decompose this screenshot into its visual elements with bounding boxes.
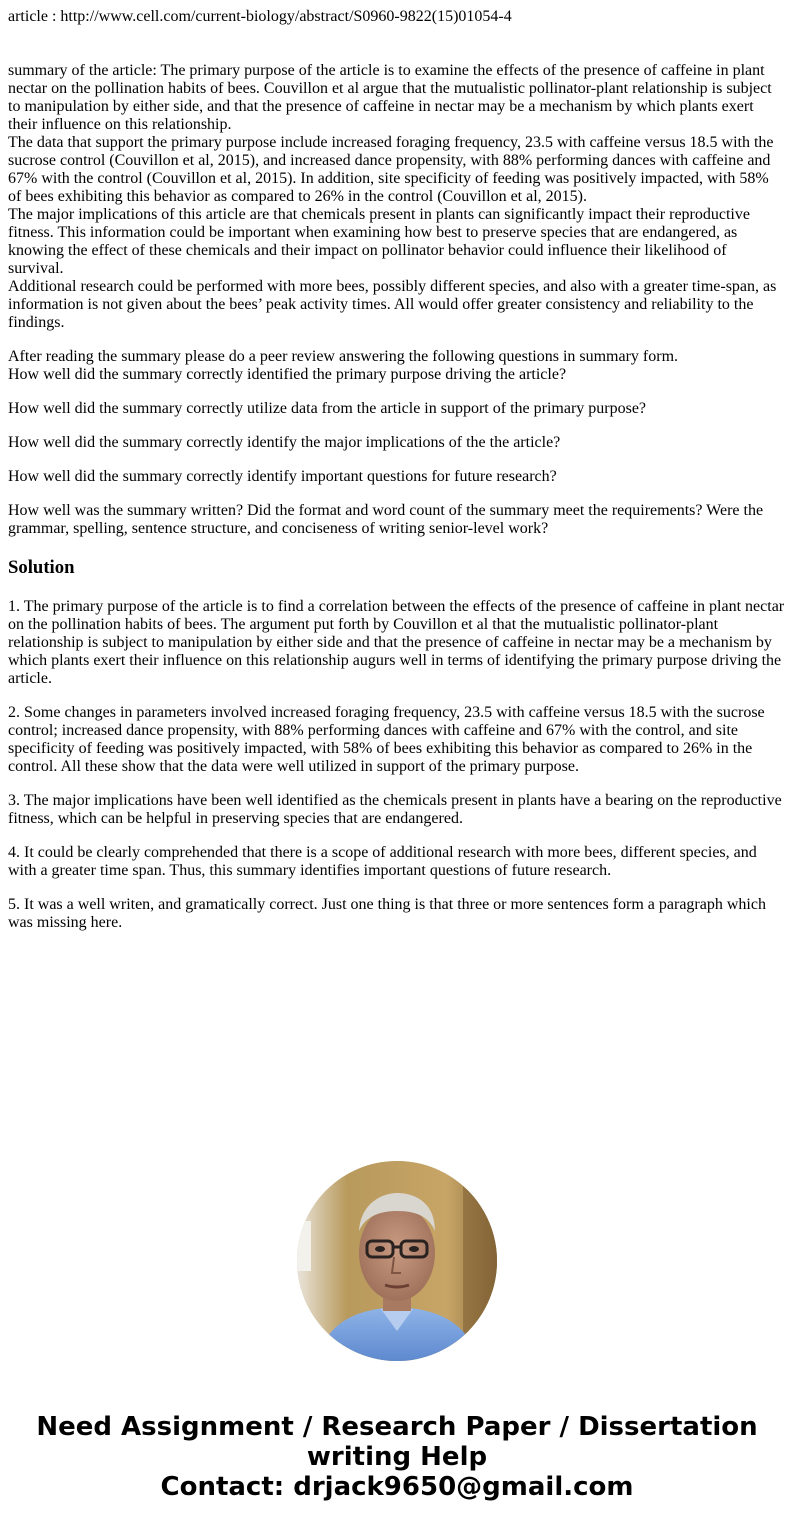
summary-paragraph: summary of the article: The primary purpose of the article is to examine the effects of the presence of caffeine in plant nectar on the pollination habits of bees. Couvillon et al argue that the mutualistic pollinator-plant relationship is subject to manipulation by either side, and that the presence of caffeine in nectar may be a mechanism by which plants exert their influence on this relationship. <box>8 62 772 133</box>
question-3: How well did the summary correctly identify the major implications of the the article? <box>8 434 561 451</box>
article-link-line: article : http://www.cell.com/current-biology/abstract/S0960-9822(15)01054-4 <box>8 8 512 25</box>
promo-line-2: writing Help <box>306 1442 488 1472</box>
solution-heading: Solution <box>8 557 75 578</box>
summary-paragraph: The major implications of this article are that chemicals present in plants can significantly impact their reproductive fitness. This information could be important when examining how best to preserve species that are endangered, as knowing the effect of these chemicals and their impact on pollinator behavior could influence their likelihood of survival. <box>8 206 750 277</box>
answer-5: 5. It was a well writen, and gramatically correct. Just one thing is that three or more sentences form a paragraph which was missing here. <box>8 896 766 931</box>
questions-section <box>8 348 786 538</box>
promo-contact: Contact: drjack9650@gmail.com <box>160 1472 634 1502</box>
question-4: How well did the summary correctly identify important questions for future research? <box>8 468 557 485</box>
answer-3: 3. The major implications have been well identified as the chemicals present in plants have a bearing on the reproductive fitness, which can be helpful in preserving species that are endangered. <box>8 792 782 827</box>
promo-banner <box>0 1412 794 1502</box>
answers-section <box>8 598 786 932</box>
author-portrait-image <box>297 1161 497 1361</box>
questions-intro: After reading the summary please do a peer review answering the following questions in summary form. <box>8 348 679 365</box>
question-5: How well was the summary written? Did the format and word count of the summary meet the requirements? Were the grammar, spelling, sentence structure, and conciseness of writing senior-level work? <box>8 502 764 537</box>
answer-4: 4. It could be clearly comprehended that there is a scope of additional research with more bees, different species, and with a greater time span. Thus, this summary identifies important questions of future research. <box>8 844 757 879</box>
author-photo <box>297 1161 497 1361</box>
question-1: How well did the summary correctly identified the primary purpose driving the article? <box>8 366 567 383</box>
document-body <box>0 8 794 932</box>
answer-1: 1. The primary purpose of the article is to find a correlation between the effects of the presence of caffeine in plant nectar on the pollination habits of bees. The argument put forth by Couvillon et al that the mutualistic pollinator-plant relationship is subject to manipulation by either side and that the presence of caffeine in nectar may be a mechanism by which plants exert their influence on this relationship augurs well in terms of identifying the primary purpose driving the article. <box>8 598 785 687</box>
promo-line-1: Need Assignment / Research Paper / Dissertation <box>36 1412 758 1442</box>
question-2: How well did the summary correctly utilize data from the article in support of the primary purpose? <box>8 400 647 417</box>
summary-paragraph: Additional research could be performed with more bees, possibly different species, and also with a greater time-span, as information is not given about the bees’ peak activity times. All would offer greater consistency and reliability to the findings. <box>8 278 777 331</box>
summary-section <box>8 62 786 332</box>
summary-paragraph: The data that support the primary purpose include increased foraging frequency, 23.5 with caffeine versus 18.5 with the sucrose control (Couvillon et al, 2015), and increased dance propensity, with 88% performing dances with caffeine and 67% with the control (Couvillon et al, 2015). In addition, site specificity of feeding was positively impacted, with 58% of bees exhibiting this behavior as compared to 26% in the control (Couvillon et al, 2015). <box>8 134 774 205</box>
answer-2: 2. Some changes in parameters involved increased foraging frequency, 23.5 with caffeine versus 18.5 with the sucrose control; increased dance propensity, with 88% performing dances with caffeine and 67% with the control, and site specificity of feeding was positively impacted, with 58% of bees exhibiting this behavior as compared to 26% in the control. All these show that the data were well utilized in support of the primary purpose. <box>8 704 765 775</box>
spacer <box>8 26 786 62</box>
